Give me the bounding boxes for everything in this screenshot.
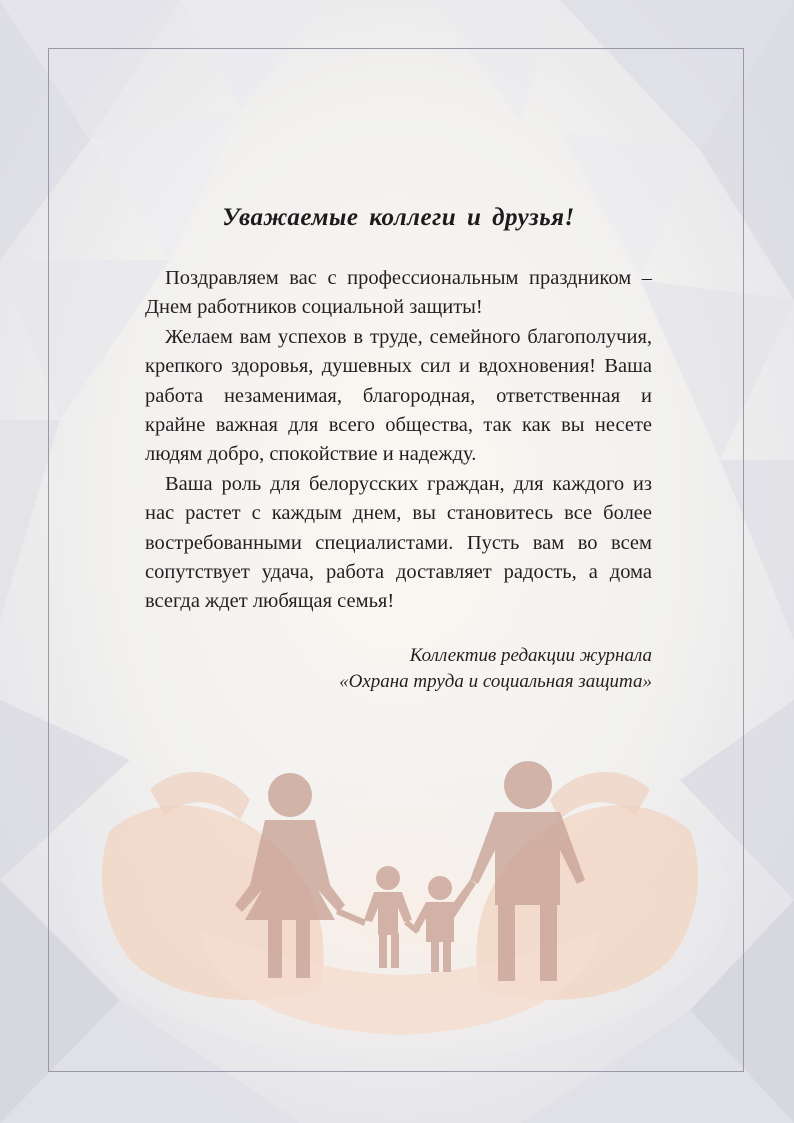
letter-content bbox=[145, 198, 652, 695]
paragraph: Поздравляем вас с профессиональным праздником – Днем работников социальной защиты! bbox=[145, 267, 652, 319]
letter-body bbox=[145, 264, 652, 617]
greeting-heading: Уважаемые коллеги и друзья! bbox=[222, 204, 575, 231]
paragraph: Желаем вам успехов в труде, семейного благополучия, крепкого здоровья, душевных сил и вдохновения! Ваша работа незаменимая, благородная, ответственная и крайне важная для всего общества, так как вы несете людям добро, спокойствие и надежду. bbox=[145, 325, 652, 466]
signature bbox=[145, 643, 652, 695]
signature-line: «Охрана труда и социальная защита» bbox=[339, 670, 652, 692]
signature-line: Коллектив редакции журнала bbox=[409, 644, 652, 666]
paragraph: Ваша роль для белорусских граждан, для каждого из нас растет с каждым днем, вы становитесь все более востребованными специалистами. Пусть вам во всем сопутствует удача, работа доставляет радость, а дома всегда ждет любящая семья! bbox=[145, 472, 652, 613]
